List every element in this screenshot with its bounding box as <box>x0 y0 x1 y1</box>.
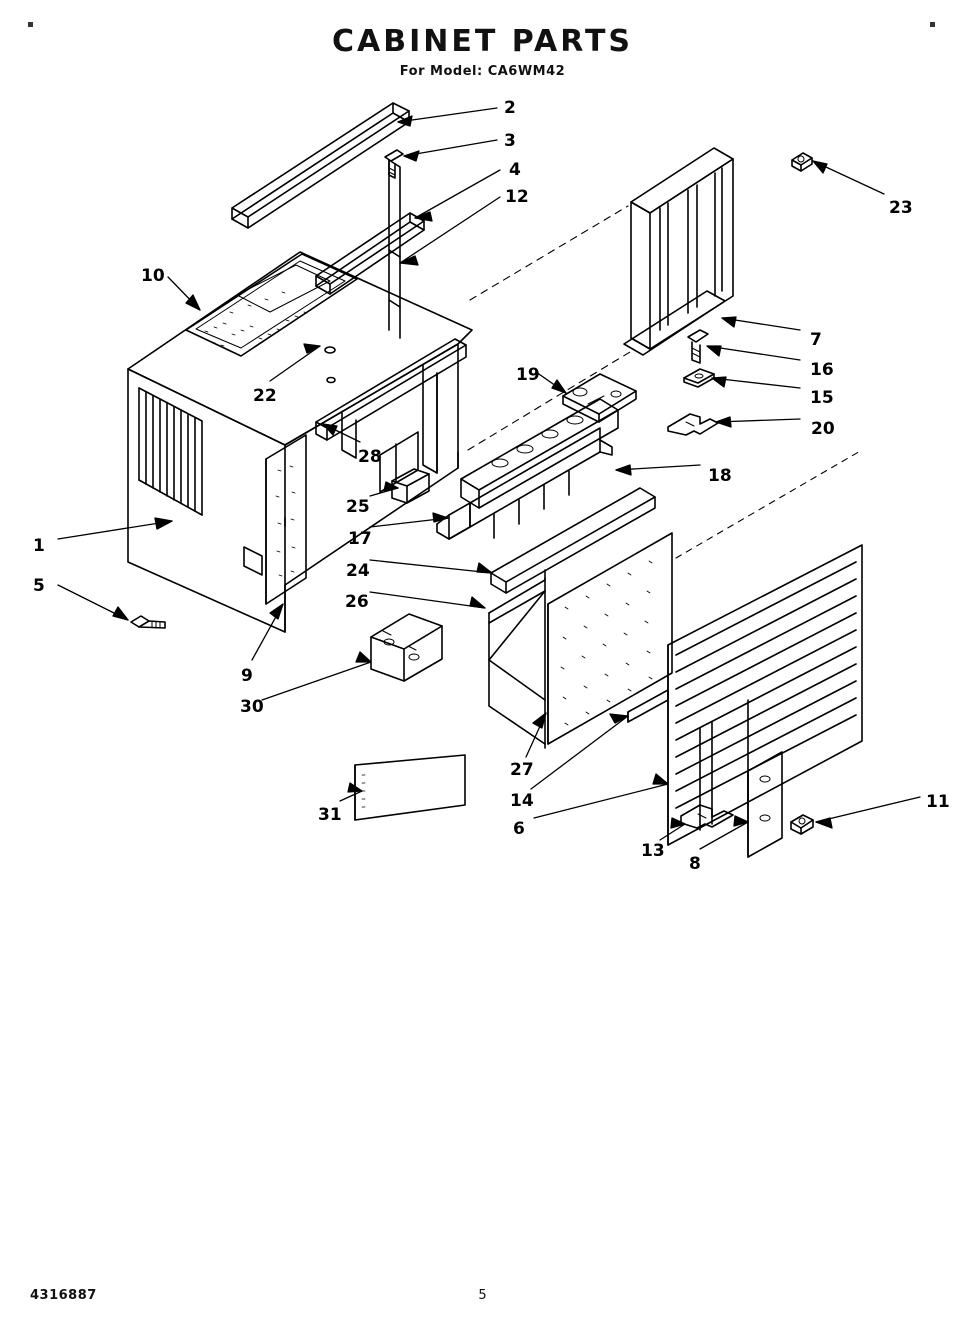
callout-12: 12 <box>505 187 529 207</box>
callout-9: 9 <box>241 666 253 686</box>
callout-1: 1 <box>33 536 45 556</box>
part-secondary-trim-bar <box>316 213 424 294</box>
part-wire-support-26 <box>489 570 545 748</box>
part-bracket-30 <box>371 614 442 681</box>
part-side-bracket-8 <box>748 752 782 857</box>
callout-5: 5 <box>33 576 45 596</box>
part-clip-20 <box>668 414 718 435</box>
part-control-bracket-19 <box>563 374 636 422</box>
part-louver-assembly-18 <box>437 399 618 539</box>
callout-31: 31 <box>318 805 342 825</box>
callout-4: 4 <box>509 160 521 180</box>
model-subtitle: For Model: CA6WM42 <box>399 64 566 79</box>
callout-8: 8 <box>689 854 701 874</box>
page-title: CABINET PARTS <box>331 24 634 59</box>
part-washer-15 <box>684 369 714 387</box>
callout-16: 16 <box>810 360 834 380</box>
part-internal-frame-rails <box>316 160 466 492</box>
callout-7: 7 <box>810 330 822 350</box>
part-screw-16 <box>688 330 708 363</box>
callout-30: 30 <box>240 697 264 717</box>
callout-14: 14 <box>510 791 534 811</box>
callout-11: 11 <box>926 792 950 812</box>
callout-25: 25 <box>346 497 370 517</box>
callout-20: 20 <box>811 419 835 439</box>
callout-18: 18 <box>708 466 732 486</box>
part-mounting-frame <box>624 148 733 355</box>
callout-10: 10 <box>141 266 165 286</box>
part-filter-panel-27 <box>548 533 672 744</box>
callout-23: 23 <box>889 198 913 218</box>
part-small-panel-31 <box>355 755 465 820</box>
callout-27: 27 <box>510 760 534 780</box>
callout-13: 13 <box>641 841 665 861</box>
part-small-bracket-25 <box>392 469 429 503</box>
footer-document-code: 4316887 <box>30 1288 97 1303</box>
part-fastener-23 <box>792 153 812 171</box>
part-fastener-11 <box>791 815 813 834</box>
part-top-trim-bar <box>232 103 409 228</box>
callout-17: 17 <box>348 529 372 549</box>
callout-3: 3 <box>504 131 516 151</box>
callout-2: 2 <box>504 98 516 118</box>
part-cabinet-shell <box>128 252 472 632</box>
part-front-grille-14 <box>628 545 862 845</box>
callout-26: 26 <box>345 592 369 612</box>
callout-15: 15 <box>810 388 834 408</box>
part-side-filler-panel <box>266 435 306 604</box>
callout-22: 22 <box>253 386 277 406</box>
part-clip-13 <box>681 805 733 828</box>
callout-28: 28 <box>358 447 382 467</box>
callout-19: 19 <box>516 365 540 385</box>
callout-24: 24 <box>346 561 370 581</box>
callout-6: 6 <box>513 819 525 839</box>
footer-page-number: 5 <box>478 1288 487 1303</box>
part-screw-5 <box>131 616 165 628</box>
part-screw-3 <box>385 150 403 178</box>
part-bar-24 <box>491 488 655 593</box>
